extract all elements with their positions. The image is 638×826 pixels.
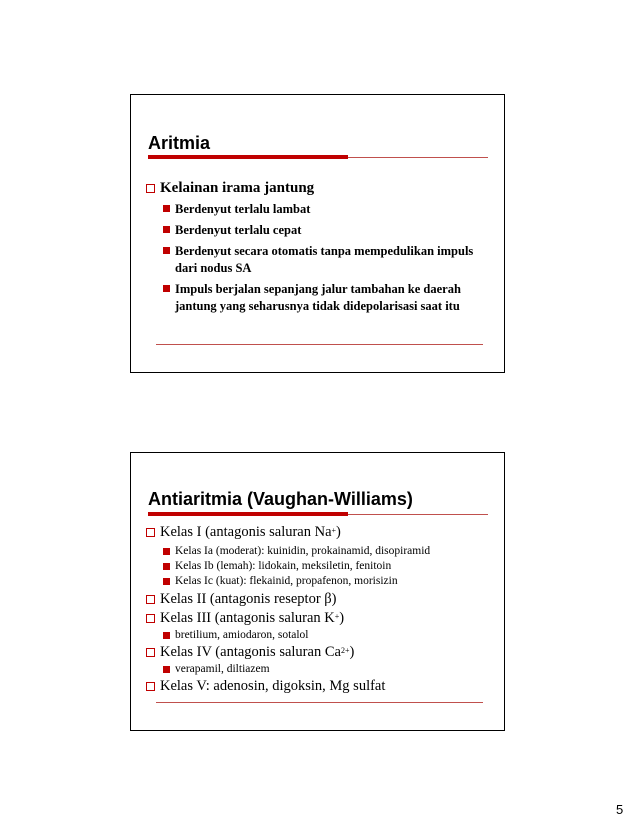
sub-bullet-kelas-ia: Kelas Ia (moderat): kuinidin, prokainamid, disopiramid (145, 544, 494, 559)
slide-title: Aritmia (148, 133, 211, 153)
sub-bullet-bretilium: bretilium, amiodaron, sotalol (145, 628, 494, 643)
slide-content (145, 523, 494, 696)
hollow-square-bullet-icon (146, 682, 155, 691)
bullet-kelas-i: Kelas I (antagonis saluran Na+) (145, 523, 494, 542)
slide-content (145, 179, 494, 315)
bullet-kelas-iv: Kelas IV (antagonis saluran $Ca^{2+}$) (145, 643, 494, 662)
hollow-square-bullet-icon (146, 648, 155, 657)
filled-square-bullet-icon (163, 548, 170, 555)
filled-square-bullet-icon (163, 247, 170, 254)
hollow-square-bullet-icon (146, 528, 155, 537)
filled-square-bullet-icon (163, 226, 170, 233)
sub-bullet-kelas-ib: Kelas Ib (lemah): lidokain, meksiletin, fenitoin (145, 559, 494, 574)
filled-square-bullet-icon (163, 563, 170, 570)
hollow-square-bullet-icon (146, 595, 155, 604)
sub-bullet-kelas-ic: Kelas Ic (kuat): flekainid, propafenon, morisizin (145, 574, 494, 589)
title-accent-bar (148, 512, 348, 516)
sub-bullet-lambat: Berdenyut terlalu lambat (145, 201, 480, 218)
sub-bullet-cepat: Berdenyut terlalu cepat (145, 222, 480, 239)
slide-aritmia (130, 94, 505, 373)
filled-square-bullet-icon (163, 578, 170, 585)
sub-bullet-otomatis: Berdenyut secara otomatis tanpa mempedulikan impuls dari nodus SA (145, 243, 480, 277)
sub-bullet-verapamil: verapamil, diltiazem (145, 662, 494, 677)
filled-square-bullet-icon (163, 285, 170, 292)
sub-bullet-jalur-tambahan: Impuls berjalan sepanjang jalur tambahan ke daerah jantung yang seharusnya tidak didepolarisasi saat itu (145, 281, 480, 315)
hollow-square-bullet-icon (146, 614, 155, 623)
filled-square-bullet-icon (163, 666, 170, 673)
filled-square-bullet-icon (163, 632, 170, 639)
title-accent-bar (148, 155, 348, 159)
slide-footer-line (156, 702, 483, 703)
slide-title: Antiaritmia (Vaughan-Williams) (148, 489, 413, 509)
bullet-kelainan-irama: Kelainan irama jantung (145, 179, 494, 198)
slide-footer-line (156, 344, 483, 345)
filled-square-bullet-icon (163, 205, 170, 212)
bullet-kelas-ii: Kelas II (antagonis reseptor β) (145, 590, 494, 609)
slide-antiaritmia (130, 452, 505, 731)
page-number: 5 (616, 802, 624, 817)
bullet-kelas-iii: Kelas III (antagonis saluran K+) (145, 609, 494, 628)
hollow-square-bullet-icon (146, 184, 155, 193)
bullet-kelas-v: Kelas V: adenosin, digoksin, Mg sulfat (145, 677, 494, 696)
